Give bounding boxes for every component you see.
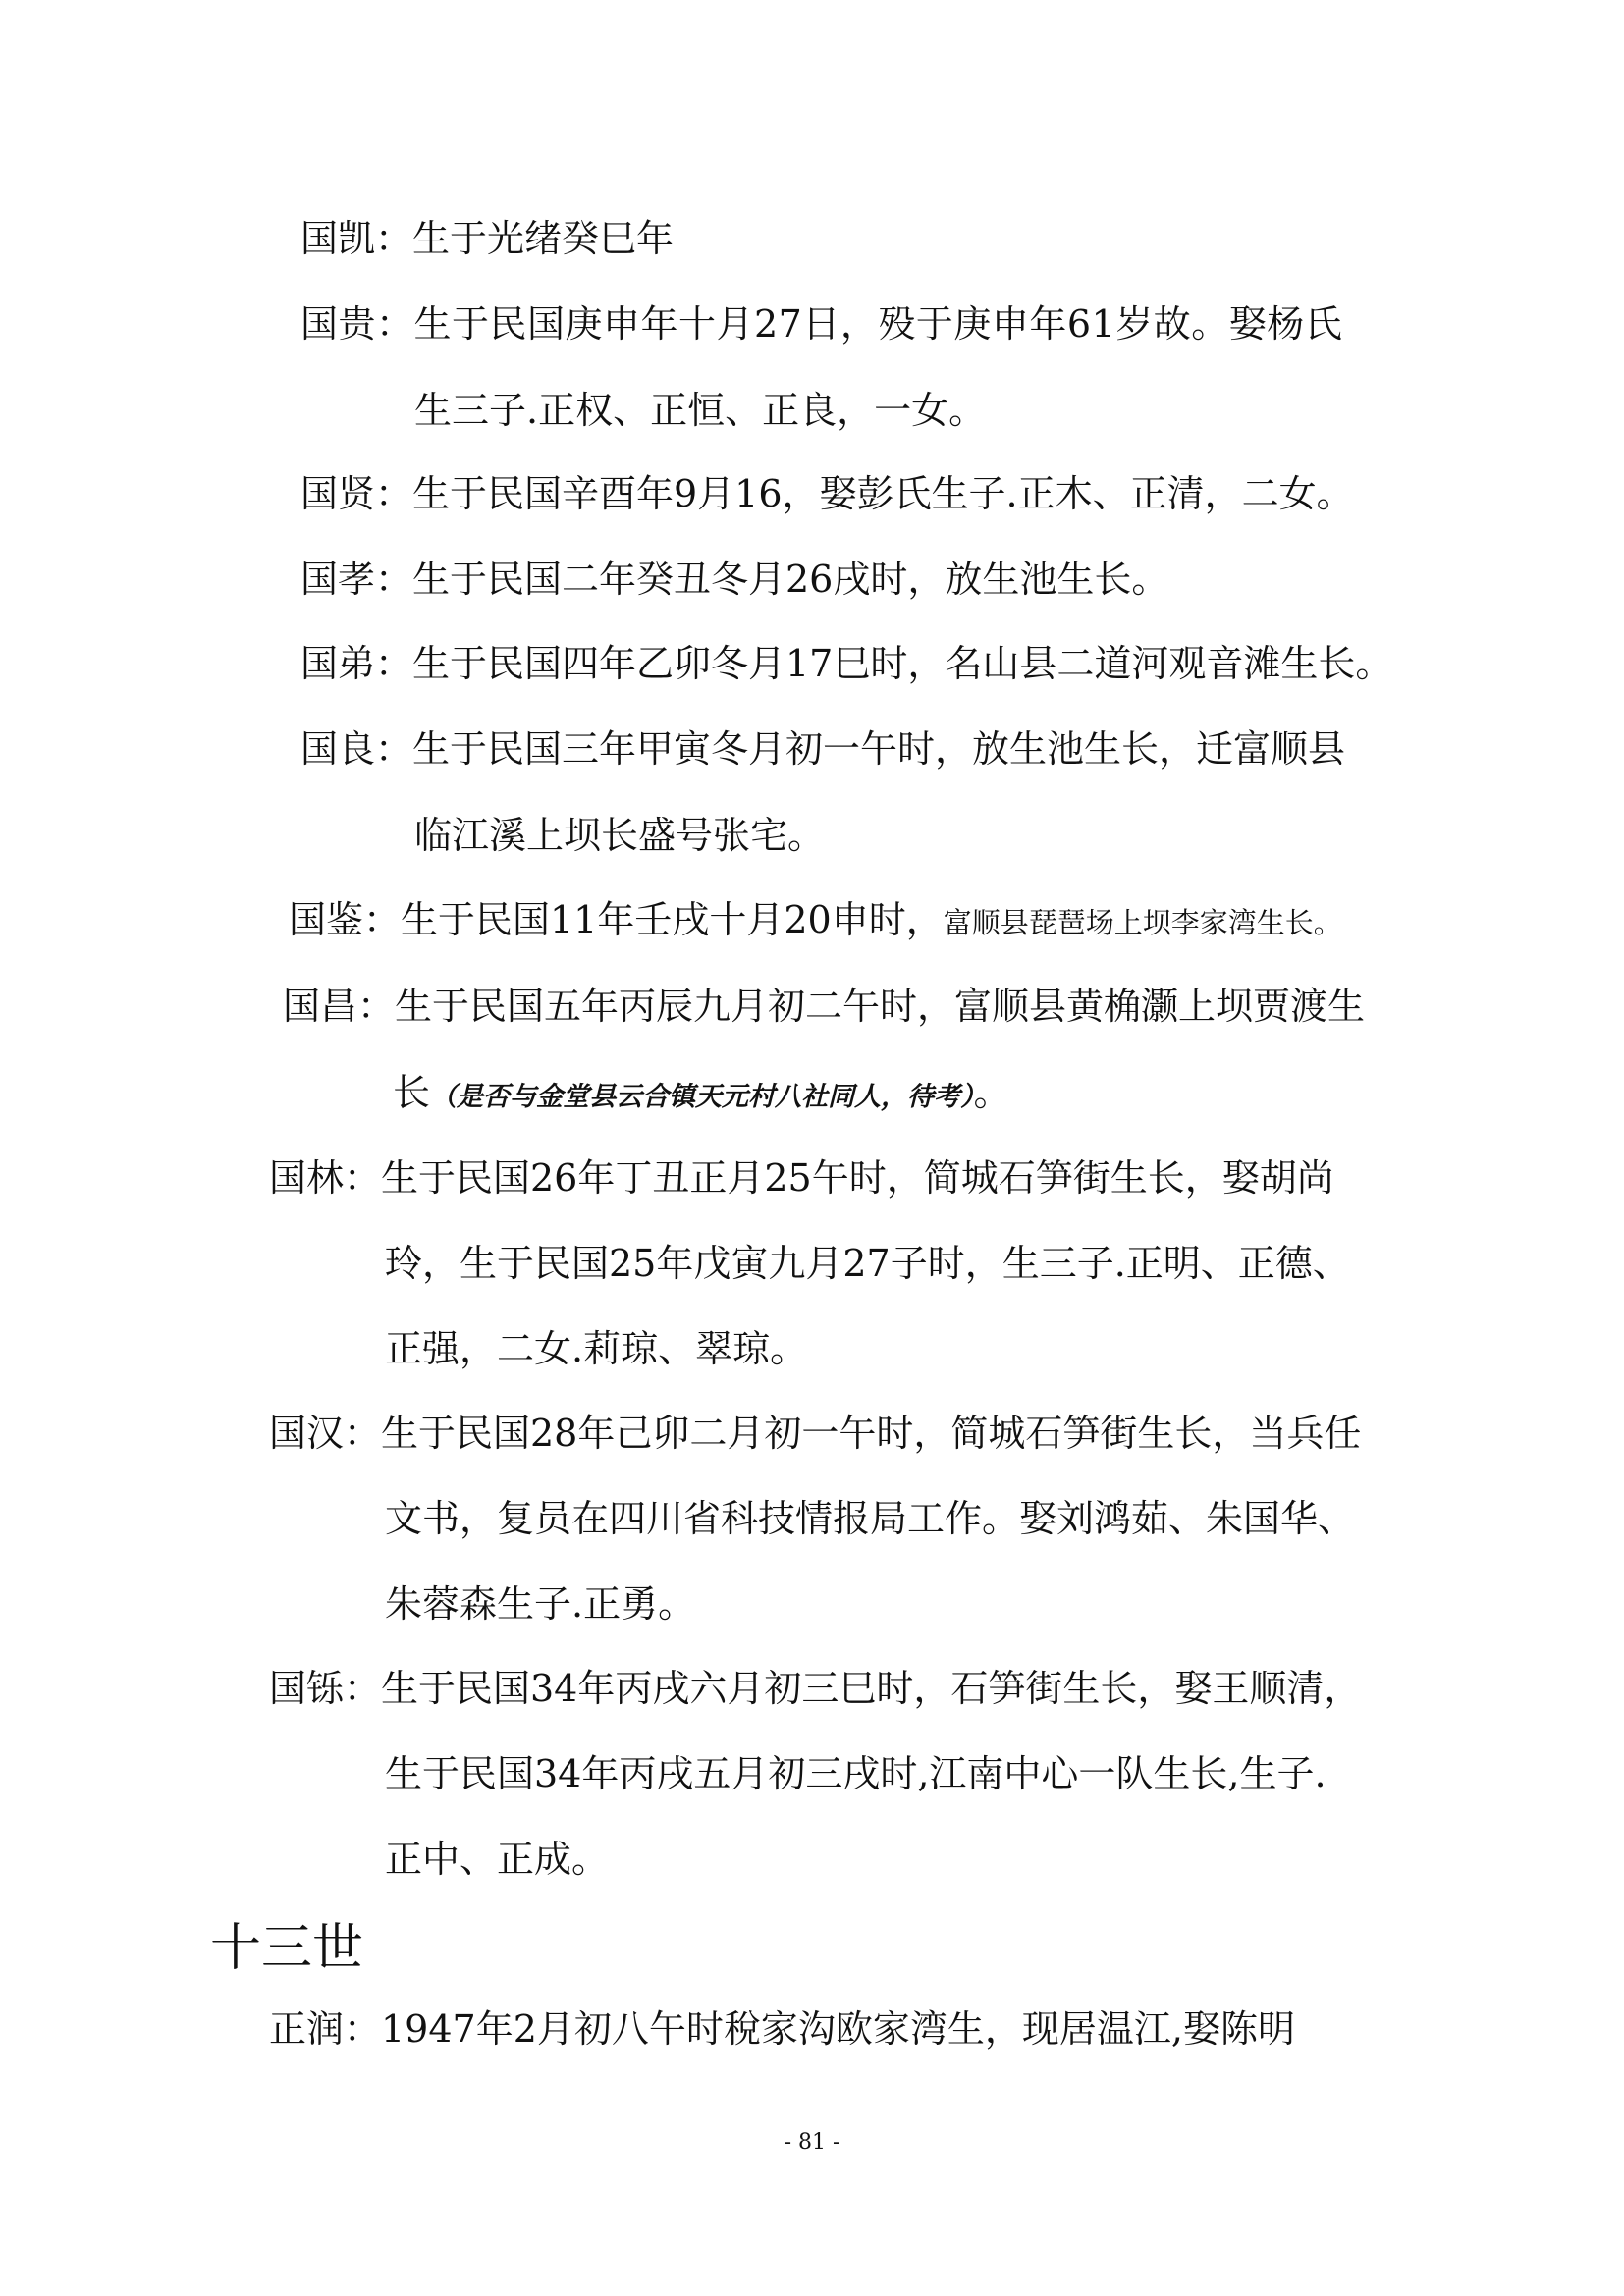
entry-guohan-line-1: 国汉：生于民国28年己卯二月初一午时，简城石笋街生长，当兵任 bbox=[269, 1412, 1362, 1455]
entry-guolin-line-1: 国林：生于民国26年丁丑正月25午时，简城石笋街生长，娶胡尚 bbox=[269, 1156, 1334, 1200]
entry-zhengrun-line-1: 正润：1947年2月初八午时稅家沟欧家湾生，现居温江,娶陈明 bbox=[269, 2007, 1295, 2051]
entry-guochang-line-2-main: 长 bbox=[393, 1071, 431, 1114]
entry-guojian-main: 国鉴：生于民国11年壬戌十月20申时， bbox=[289, 898, 944, 941]
entry-guoliang-line-1: 国良：生于民国三年甲寅冬月初一午时，放生池生长，迁富顺县 bbox=[300, 727, 1346, 771]
entry-guochang-line-2 bbox=[393, 1071, 1011, 1114]
entry-guohan-line-2: 文书，复员在四川省科技情报局工作。娶刘鸿茹、朱国华、 bbox=[385, 1497, 1356, 1540]
entry-guojian-small: 富顺县琵琶场上坝李家湾生长。 bbox=[943, 906, 1342, 939]
section-heading: 十三世 bbox=[210, 1919, 364, 1978]
entry-guodi-line-1: 国弟：生于民国四年乙卯冬月17巳时，名山县二道河观音滩生长。 bbox=[300, 642, 1393, 685]
entry-guoshuo-line-1: 国铄：生于民国34年丙戌六月初三巳时，石笋街生长，娶王顺清， bbox=[269, 1667, 1362, 1710]
entry-guolin-line-2: 玲，生于民国25年戊寅九月27子时，生三子.正明、正德、 bbox=[385, 1242, 1350, 1285]
entry-guogui-line-1: 国贵：生于民国庚申年十月27日，殁于庚申年61岁故。娶杨氏 bbox=[300, 302, 1343, 346]
entry-guoxian-line-1: 国贤：生于民国辛酉年9月16，娶彭氏生子.正木、正清，二女。 bbox=[300, 472, 1354, 515]
entry-guoliang-line-2: 临江溪上坝长盛号张宅。 bbox=[414, 814, 826, 857]
entry-guojian-line-1 bbox=[289, 898, 1342, 941]
entry-guogui-line-2: 生三子.正权、正恒、正良，一女。 bbox=[414, 389, 987, 432]
entry-guolin-line-3: 正强，二女.莉琼、翠琼。 bbox=[385, 1327, 808, 1370]
entry-guoxiao-line-1: 国孝：生于民国二年癸丑冬月26戌时，放生池生长。 bbox=[300, 558, 1169, 601]
entry-guochang-line-2-end: 。 bbox=[973, 1071, 1011, 1114]
entry-guoshuo-line-2: 生于民国34年丙戌五月初三戌时,江南中心一队生长,生子. bbox=[385, 1752, 1326, 1795]
entry-guokai-line-1: 国凯：生于光绪癸巳年 bbox=[300, 217, 675, 260]
entry-guochang-line-1: 国昌：生于民国五年丙辰九月初二午时，富顺县黄桷灏上坝贾渡生 bbox=[283, 985, 1366, 1028]
entry-guochang-note: （是否与金堂县云合镇天元村八社同人，待考） bbox=[430, 1082, 974, 1112]
entry-guohan-line-3: 朱蓉森生子.正勇。 bbox=[385, 1582, 696, 1626]
entry-guoshuo-line-3: 正中、正成。 bbox=[385, 1838, 610, 1881]
page-number: - 81 - bbox=[784, 2130, 840, 2155]
